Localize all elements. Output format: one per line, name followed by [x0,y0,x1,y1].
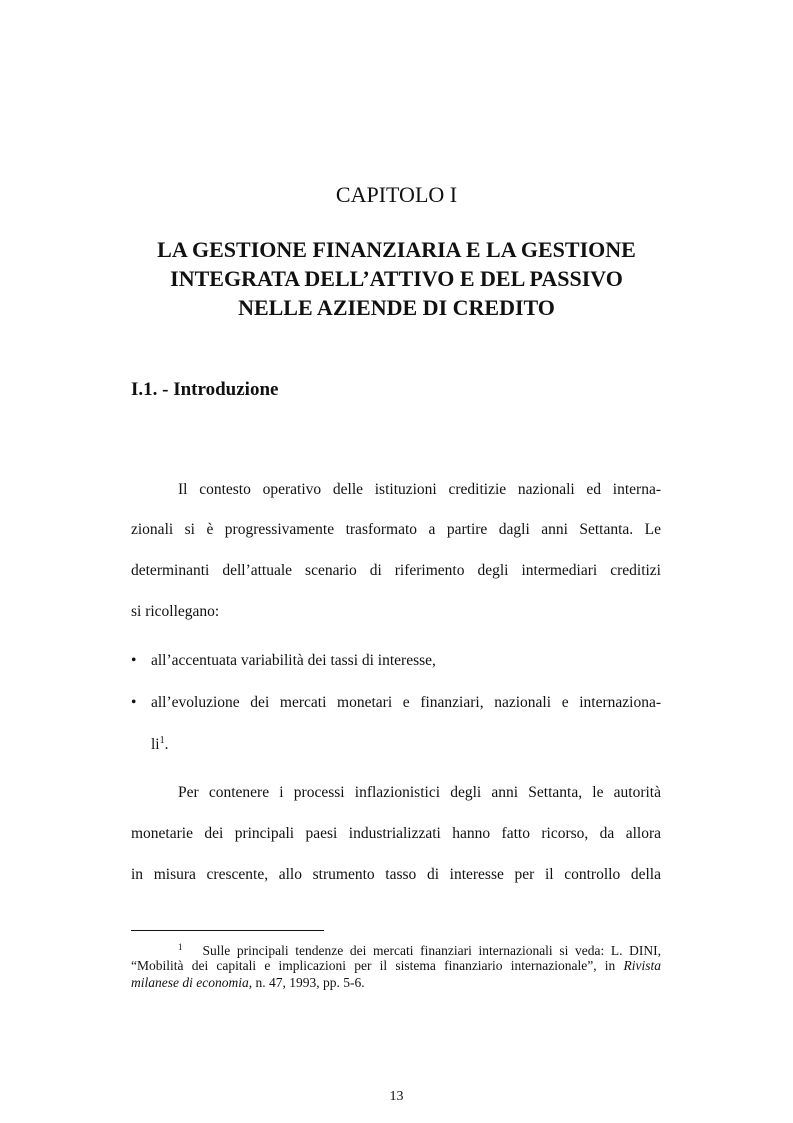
bullet-icon: • [131,694,137,711]
bullet-icon: • [131,652,137,669]
paragraph-line: in misura crescente, allo strumento tasso di interesse per il controllo della [131,866,661,883]
footnote-text: , n. 47, 1993, pp. 5-6. [248,975,365,990]
paragraph-line: Il contesto operativo delle istituzioni creditizie nazionali ed interna- [178,481,661,498]
footnote-number: 1 [178,942,183,952]
chapter-title [100,235,693,322]
footnote-title: Rivista [623,958,661,973]
chapter-title-line: NELLE AZIENDE DI CREDITO [238,295,555,320]
footnote-text: “Mobilità dei capitali e implicazioni per il sistema finanziario internazionale”, in [131,958,624,973]
footnote-line [131,957,661,974]
section-heading: I.1. - Introduzione [131,379,279,400]
footnote-title: milanese di economia [131,975,249,990]
paragraph-line: Per contenere i processi inflazionistici degli anni Settanta, le autorità [178,784,661,801]
paragraph-line: si ricollegano: [131,603,220,620]
paragraph-line: zionali si è progressivamente trasformato a partire dagli anni Settanta. Le [131,521,661,538]
list-item-continuation [151,735,661,755]
list-item-text: li [151,736,160,753]
footnote-line [178,939,661,959]
page-number: 13 [389,1089,404,1104]
list-item: all’accentuata variabilità dei tassi di interesse, [151,652,436,669]
footnote-separator [131,930,324,931]
paragraph-line: determinanti dell’attuale scenario di riferimento degli intermediari creditizi [131,562,661,579]
chapter-title-line: LA GESTIONE FINANZIARIA E LA GESTIONE [157,237,636,262]
chapter-title-line: INTEGRATA DELL’ATTIVO E DEL PASSIVO [170,266,623,291]
footnote-line [131,974,661,991]
paragraph-line: monetarie dei principali paesi industrializzati hanno fatto ricorso, da allora [131,825,661,842]
chapter-label: CAPITOLO I [335,182,458,207]
footnote-reference[interactable]: 1 [159,735,165,746]
footnote-text: Sulle principali tendenze dei mercati finanziari internazionali si veda: L. DINI, [202,943,661,958]
list-item: all’evoluzione dei mercati monetari e finanziari, nazionali e internaziona- [151,694,661,711]
list-item-text: . [164,736,169,753]
